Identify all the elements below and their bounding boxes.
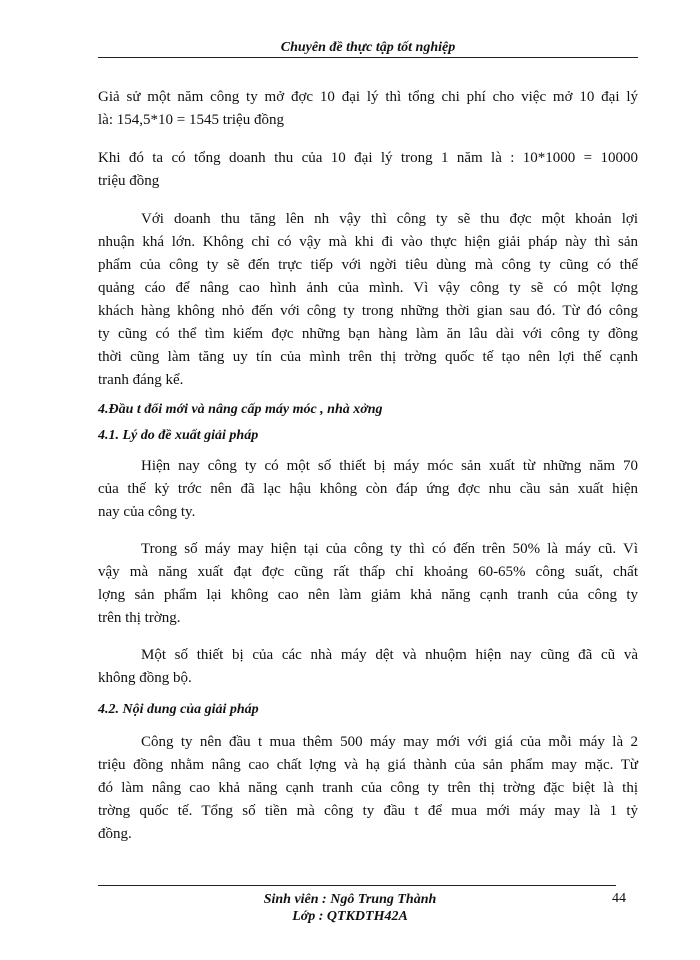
paragraph-machinery (98, 455, 638, 524)
text-line: đó làm nâng cao khả năng cạnh tranh của công ty trên thị trờng đặc biệt là thị (98, 780, 638, 796)
text-line: đồng. (98, 826, 132, 842)
footer-divider (98, 885, 616, 886)
text-line: phẩm của công ty sẽ đến trực tiếp với ngời tiêu dùng mà công ty cũng có thể (98, 257, 638, 273)
section-heading-4: 4.Đầu t đổi mới và nâng cấp máy móc , nhà xởng (98, 402, 383, 417)
text-line: nhuận khá lớn. Không chỉ có vậy mà khi đi vào thực hiện giải pháp này thì sản (98, 234, 638, 250)
text-line: triệu đồng (98, 173, 160, 189)
text-line: tranh đáng kể. (98, 372, 184, 388)
text-line: Khi đó ta có tổng doanh thu của 10 đại lý trong 1 năm là : 10*1000 = 10000 (98, 150, 638, 166)
paragraph-cost (98, 86, 638, 132)
text-line: Một số thiết bị của các nhà máy dệt và nhuộm hiện nay cũng đã cũ và (141, 647, 638, 663)
text-line: của thế kỷ trớc nên đã lạc hậu không còn đáp ứng đợc nhu cầu sản xuất hiện (98, 481, 638, 497)
text-line: Với doanh thu tăng lên nh vậy thì công ty sẽ thu đợc một khoản lợi (141, 211, 638, 227)
paragraph-dyeing (98, 644, 638, 690)
text-line: Công ty nên đầu t mua thêm 500 máy may mới với giá của mỗi máy là 2 (141, 734, 638, 750)
text-line: trên thị trờng. (98, 610, 181, 626)
footer-class: Lớp : QTKDTH42A (292, 909, 408, 924)
text-line: Giả sử một năm công ty mở đợc 10 đại lý thì tổng chi phí cho việc mở 10 đại lý (98, 89, 638, 105)
text-line: Trong số máy may hiện tại của công ty thì có đến trên 50% là máy cũ. Vì (141, 541, 638, 557)
text-line: trờng quốc tế. Tổng số tiền mà công ty đầu t để mua mới máy may là 1 tỷ (98, 803, 638, 819)
text-line: Hiện nay công ty có một số thiết bị máy móc sản xuất từ những năm 70 (141, 458, 638, 474)
text-line: khách hàng không nhỏ đến với công ty trong những thời gian sau đó. Từ đó công (98, 303, 638, 319)
footer-author (200, 891, 500, 925)
text-line: triệu đồng nhằm nâng cao chất lợng và hạ giá thành của sản phẩm may mặc. Từ (98, 757, 638, 773)
section-heading-4-1: 4.1. Lý do đề xuất giải pháp (98, 428, 259, 443)
page-content (98, 86, 638, 846)
text-line: quảng cáo để nâng cao hình ảnh của mình. Vì vậy công ty sẽ có một lợng (98, 280, 638, 296)
paragraph-profit (98, 208, 638, 392)
paragraph-sewing-machines (98, 538, 638, 630)
section-heading-4-2: 4.2. Nội dung của giải pháp (98, 702, 259, 717)
footer-student-name: Sinh viên : Ngô Trung Thành (263, 892, 437, 907)
text-line: lợng sản phẩm lại không cao nên làm giảm khả năng cạnh tranh của công ty (98, 587, 638, 603)
header-divider (98, 57, 638, 58)
paragraph-investment (98, 731, 638, 846)
text-line: vậy mà năng xuất đạt đợc cũng rất thấp chỉ khoảng 60-65% công suất, chất (98, 564, 638, 580)
text-line: thời cũng làm tăng uy tín của mình trên thị trờng quốc tế tạo nên lợi thế cạnh (98, 349, 638, 365)
paragraph-revenue (98, 147, 638, 193)
text-line: không đồng bộ. (98, 670, 192, 686)
page-number: 44 (612, 891, 626, 906)
page-header-title: Chuyên đề thực tập tốt nghiệp (280, 40, 456, 55)
text-line: ty cũng có thể tìm kiếm đợc những bạn hàng làm ăn lâu dài với công ty đồng (98, 326, 638, 342)
text-line: là: 154,5*10 = 1545 triệu đồng (98, 112, 284, 128)
text-line: nay của công ty. (98, 504, 196, 520)
